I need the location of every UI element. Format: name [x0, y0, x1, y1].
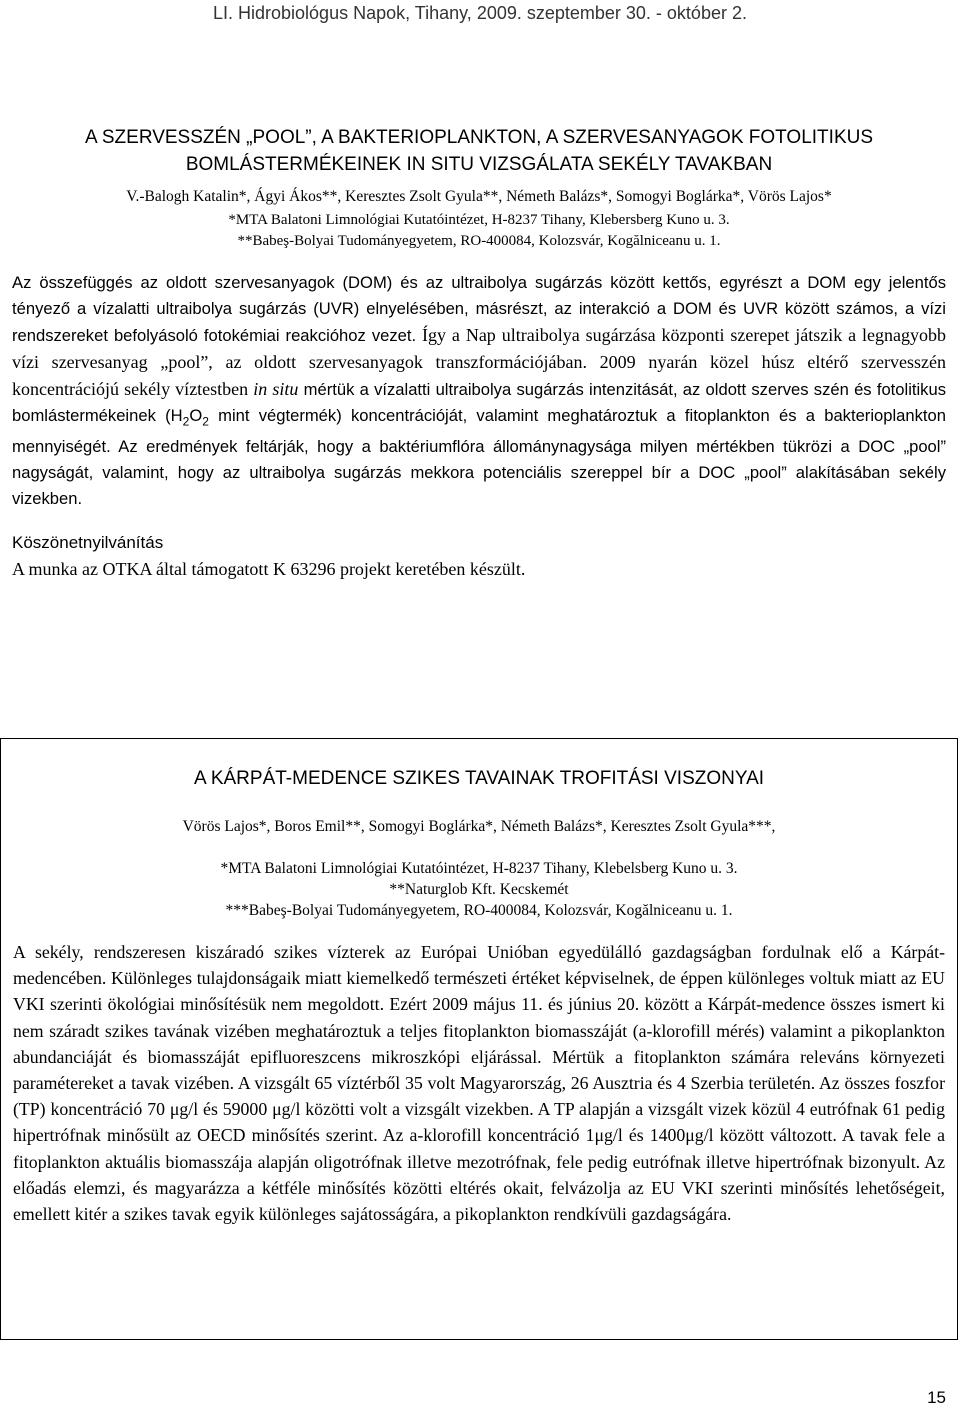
article-2-box — [0, 738, 958, 1340]
running-header: LI. Hidrobiológus Napok, Tihany, 2009. szeptember 30. - október 2. — [213, 3, 747, 23]
article-1-affiliation-2: **Babeş-Bolyai Tudományegyetem, RO-400084, Kolozsvár, Kogălniceanu u. 1. — [237, 233, 721, 249]
page-number: 15 — [927, 1388, 946, 1407]
o-letter: O — [189, 406, 203, 425]
article-2-authors: Vörös Lajos*, Boros Emil**, Somogyi Boglárka*, Németh Balázs*, Keresztes Zsolt Gyula***, — [182, 818, 776, 835]
article-1 — [0, 120, 958, 640]
abstract-part-4: mértük a vízalatti ultraibolya sugárzás intenzitását, az oldott szerves szén és fotolitikus bomlástermékeinek (H — [12, 380, 947, 425]
article-1-title-line-2: BOMLÁSTERMÉKEINEK IN SITU VIZSGÁLATA SEKÉLY TAVAKBAN — [185, 154, 773, 175]
h2-subscript: 2 — [182, 414, 190, 429]
article-2-affiliations — [1, 858, 957, 921]
article-2-abstract: A sekély, rendszeresen kiszáradó szikes vízterek az Európai Unióban egyedülálló gazdagságban fordulnak elő a Kárpát-medencében. Különleges tulajdonságaik miatt kiemelkedő természeti értéket képviselnek, de éppen különleges voltuk miatt az EU VKI szerinti ökológiai minősítésük nem megoldott. Ezért 2009 május 11. és június 20. között a Kárpát-medence összes ismert ki nem száradt szikes tavának vizében meghatároztuk a teljes fitoplankton biomasszáját (a-klorofill mérés) valamint a pikoplankton abundanciáját és biomasszáját epifluoreszcens mikroszkópi eljárással. Mértük a fitoplankton számára releváns környezeti paramétereket a tavak vizében. A vizsgált 65 víztérből 35 volt Magyarország, 26 Ausztria és 4 Szerbia területén. Az összes foszfor (TP) koncentráció 70 μg/l és 59000 μg/l közötti volt a vizsgált vizekben. A TP alapján a vizsgált vizek közül 4 eutrófnak 61 pedig hipertrófnak minősült az OECD minősítés szerint. Az a-klorofill koncentráció 1μg/l és 1400μg/l között változott. A tavak fele a fitoplankton aktuális biomasszája alapján oligotrófnak illetve mezotrófnak, fele pedig eutrófnak illetve hipertrófnak bizonyult. Az előadás elemzi, és magyarázza a kétféle minősítés közötti eltérés okait, felvázolja az EU VKI szerinti minősítés lehetőségeit, emellett kitér a szikes tavak egyik különleges sajátosságára, a pikoplankton rendkívüli gazdagságára. — [13, 942, 945, 1225]
abstract-part-1: Az összefüggés az oldott szervesanyagok (DOM) és az ultraibolya sugárzás között kettős, egyrészt a DOM egy jelentős tényező a vízalatti ultraibolya sugárzás (UVR) elnyelésében, másrészt, az interakció a DOM és UVR között számos, a vízi rendszereket befolyásoló fotokémiai reakcióhoz vezet. — [12, 273, 946, 345]
article-2-affiliation-3: ***Babeş-Bolyai Tudományegyetem, RO-400084, Kolozsvár, Kogălniceanu u. 1. — [225, 902, 733, 919]
article-1-authors: V.-Balogh Katalin*, Ágyi Ákos**, Keresztes Zsolt Gyula**, Németh Balázs*, Somogyi Boglárka*, Vörös Lajos* — [126, 188, 832, 205]
abstract-part-5: mint végtermék) koncentrációját, valamint meghatároztuk a fitoplankton és a bakterioplankton mennyiségét. Az eredmények feltárják, hogy a baktériumflóra állománynagysága milyen mértékben tükrözi a DOC „pool” nagyságát, valamint, hogy az ultraibolya sugárzás mekkora potenciális szereppel bír a DOC „pool” alakításában sekély vizekben. — [12, 406, 946, 509]
abstract-part-2: Így a Nap ultraibolya sugárzása központi szerepet játszik a legnagyobb vízi szervesanyag „pool”, az oldott szervesanyagok transzformációjában. — [12, 325, 947, 372]
article-2-affiliation-1: *MTA Balatoni Limnológiai Kutatóintézet, H-8237 Tihany, Klebelsberg Kuno u. 3. — [220, 860, 738, 877]
acknowledgement-heading: Köszönetnyilvánítás — [12, 533, 164, 553]
article-1-title-line-1: A SZERVESSZÉN „POOL”, A BAKTERIOPLANKTON, A SZERVESANYAGOK FOTOLITIKUS — [84, 127, 874, 148]
o2-subscript: 2 — [202, 414, 209, 429]
article-2-affiliation-2: **Naturglob Kft. Kecskemét — [389, 881, 569, 898]
article-1-title — [0, 124, 958, 178]
acknowledgement-text: A munka az OTKA által támogatott K 63296 projekt keretében készült. — [12, 559, 526, 580]
abstract-part-3: 2009 nyarán közel húsz eltérő szervesszén koncentrációjú sekély víztestben — [12, 352, 946, 399]
article-1-abstract — [12, 270, 946, 512]
article-1-affiliation-1: *MTA Balatoni Limnológiai Kutatóintézet, H-8237 Tihany, Klebersberg Kuno u. 3. — [228, 212, 730, 228]
abstract-in-situ: in situ — [253, 379, 299, 399]
article-2-title: A KÁRPÁT-MEDENCE SZIKES TAVAINAK TROFITÁSI VISZONYAI — [193, 768, 765, 789]
